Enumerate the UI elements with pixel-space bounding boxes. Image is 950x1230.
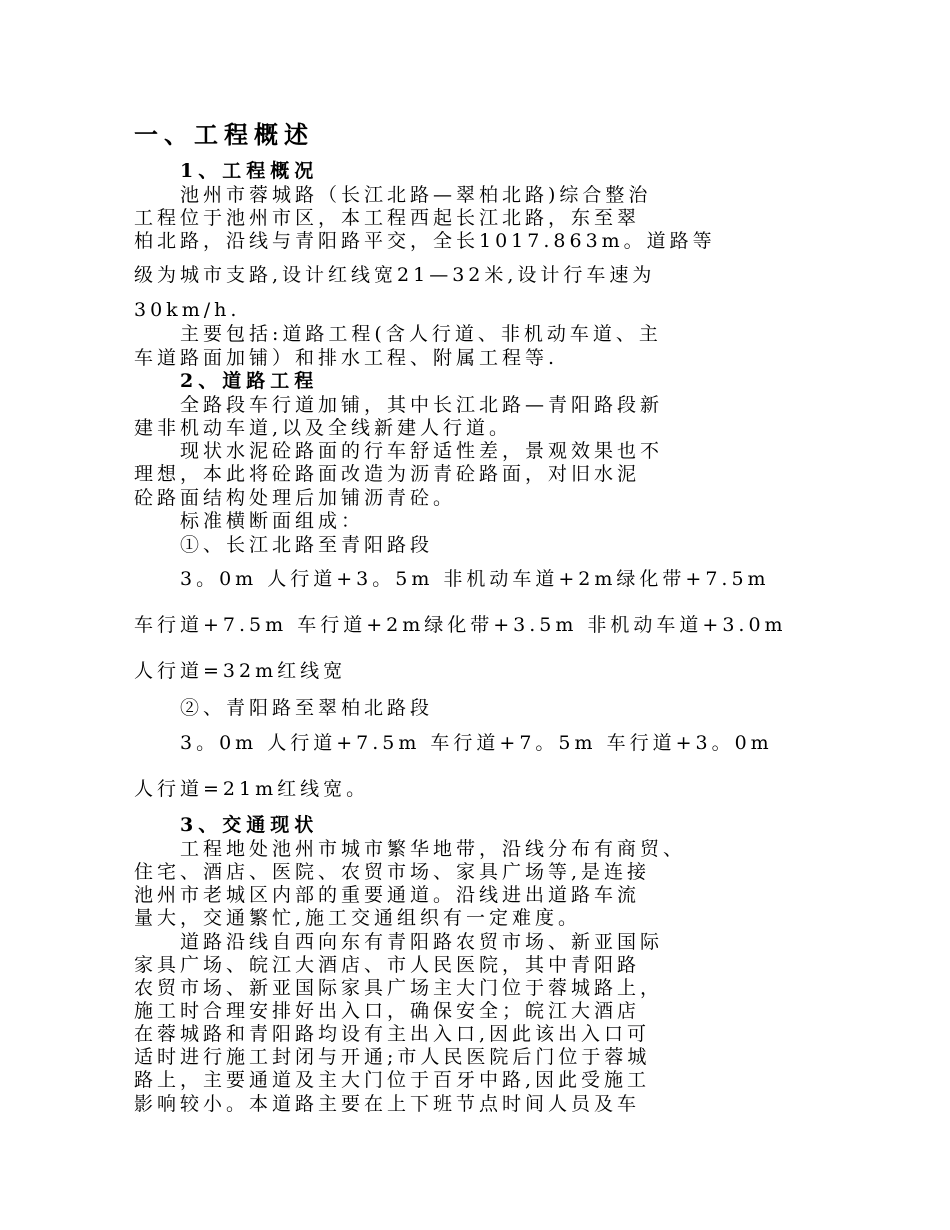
segment-b-title: ②、青阳路至翠柏北路段 — [180, 697, 434, 719]
segment-b-line: 3。0m 人行道+7.5m 车行道+7。5m 车行道+3。0m — [180, 732, 773, 754]
paragraph-line: 道路沿线自西向东有青阳路农贸市场、新亚国际 — [180, 931, 664, 953]
paragraph-line: 家具广场、皖江大酒店、市人民医院，其中青阳路 — [134, 954, 641, 976]
segment-a-title: ①、长江北路至青阳路段 — [180, 534, 434, 556]
paragraph-line: 级为城市支路,设计红线宽21—32米,设计行车速为 — [134, 264, 656, 286]
paragraph-line: 车道路面加铺）和排水工程、附属工程等. — [134, 347, 559, 369]
subsection-title-traffic: 3、交通现状 — [180, 814, 319, 836]
paragraph-line: 适时进行施工封闭与开通;市人民医院后门位于蓉城 — [134, 1046, 651, 1068]
paragraph-line: 现状水泥砼路面的行车舒适性差，景观效果也不 — [180, 440, 664, 462]
segment-b-line: 人行道=21m红线宽。 — [134, 778, 370, 800]
paragraph-line: 柏北路，沿线与青阳路平交，全长1017.863m。道路等 — [134, 230, 716, 252]
segment-a-line: 车行道+7.5m 车行道+2m绿化带+3.5m 非机动车道+3.0m — [134, 614, 787, 636]
paragraph-line: 全路段车行道加铺，其中长江北路—青阳路段新 — [180, 394, 664, 416]
segment-a-line: 人行道=32m红线宽 — [134, 660, 347, 682]
paragraph-line: 池州市蓉城路（长江北路—翠柏北路)综合整治 — [180, 184, 652, 206]
paragraph-line: 30km/h. — [134, 299, 241, 321]
paragraph-line: 工程位于池州市区，本工程西起长江北路，东至翠 — [134, 207, 641, 229]
paragraph-line: 量大，交通繁忙,施工交通组织有一定难度。 — [134, 907, 582, 929]
paragraph-line: 施工时合理安排好出入口，确保安全；皖江大酒店 — [134, 1000, 641, 1022]
paragraph-line: 砼路面结构处理后加铺沥青砼。 — [134, 487, 457, 509]
paragraph-line: 影响较小。本道路主要在上下班节点时间人员及车 — [134, 1093, 641, 1115]
paragraph-line: 建非机动车道,以及全线新建人行道。 — [134, 417, 513, 439]
paragraph-line: 主要包括:道路工程(含人行道、非机动车道、主 — [180, 323, 662, 345]
subsection-title-road: 2、道路工程 — [180, 370, 319, 392]
cross-section-heading: 标准横断面组成： — [180, 510, 365, 532]
subsection-title-overview: 1、工程概况 — [180, 160, 319, 182]
section-title: 一、工程概述 — [134, 120, 314, 149]
paragraph-line: 池州市老城区内部的重要通道。沿线进出道路车流 — [134, 884, 641, 906]
paragraph-line: 住宅、酒店、医院、农贸市场、家具广场等,是连接 — [134, 861, 651, 883]
paragraph-line: 工程地处池州市城市繁华地带，沿线分布有商贸、 — [180, 838, 687, 860]
paragraph-line: 路上，主要通道及主大门位于百牙中路,因此受施工 — [134, 1069, 651, 1091]
paragraph-line: 农贸市场、新亚国际家具广场主大门位于蓉城路上， — [134, 977, 664, 999]
paragraph-line: 理想，本此将砼路面改造为沥青砼路面，对旧水泥 — [134, 463, 641, 485]
paragraph-line: 在蓉城路和青阳路均设有主出入口,因此该出入口可 — [134, 1023, 651, 1045]
segment-a-line: 3。0m 人行道+3。5m 非机动车道+2m绿化带+7.5m — [180, 568, 770, 590]
